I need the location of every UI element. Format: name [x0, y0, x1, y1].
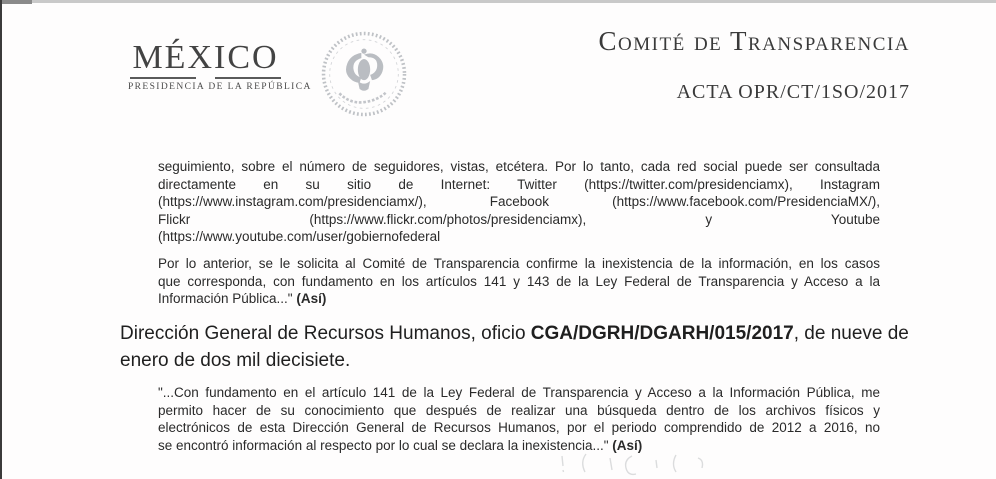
- logo-subtitle-text: PRESIDENCIA DE LA REPÚBLICA: [128, 82, 312, 92]
- scan-top-edge-line: [0, 0, 996, 3]
- acta-number: ACTA OPR/CT/1SO/2017: [676, 81, 910, 103]
- heading-text: , de nueve de: [793, 323, 909, 344]
- scan-ghost-marks: [548, 450, 718, 479]
- logo-divider-lines: [130, 77, 281, 79]
- heading-line-2: enero de dos mil diecisiete.: [120, 350, 351, 371]
- coat-of-arms-seal-icon: [320, 29, 408, 119]
- quote-line: electrónicos de esta Dirección General de Recursos Humanos, por el periodo comprendido de 2012 a 2016, no: [158, 420, 880, 435]
- quote-line: (https://www.instagram.com/presidenciamx/), Facebook (https://www.facebook.com/PresidenciaMX/),: [158, 194, 880, 209]
- scan-left-edge-line: [0, 0, 2, 479]
- quote-line: Por lo anterior, se le solicita al Comité de Transparencia confirme la inexistencia de la información, en los casos: [158, 256, 880, 271]
- quote-last-text: se encontró información al respecto por lo cual se declara la inexistencia...": [158, 437, 613, 453]
- document-header-right: [599, 27, 910, 104]
- quote-last-text: Información Pública...": [158, 291, 297, 306]
- committee-title: Comité de Transparencia: [598, 26, 910, 56]
- logo-brand-text: MÉXICO: [132, 39, 279, 76]
- quote-line: permito hacer de su conocimiento que después de realizar una búsqueda dentro de los archivos físicos y: [158, 402, 880, 418]
- quoted-paragraph-request: [158, 255, 880, 308]
- quote-line: [158, 290, 880, 308]
- quote-line: (https://www.youtube.com/user/gobiernofederal: [158, 229, 441, 244]
- asi-marker: (Así): [296, 291, 327, 306]
- scan-top-edge-dark-segment: [0, 0, 32, 4]
- quote-line: seguimiento, sobre el número de seguidores, vistas, etcétera. Por lo tanto, cada red social puede ser consultada: [158, 159, 880, 174]
- mexico-government-logo: [128, 39, 312, 92]
- quote-line: [158, 437, 880, 455]
- logo-divider-right: [215, 77, 281, 79]
- quote-line: Flickr (https://www.flickr.com/photos/presidenciamx), y Youtube: [158, 211, 880, 227]
- asi-marker: (Así): [612, 437, 643, 453]
- quote-line: "...Con fundamento en el artículo 141 de la Ley Federal de Transparencia y Acceso a la Información Pública, me: [158, 385, 880, 400]
- quote-line: que corresponda, con fundamento en los artículos 141 y 143 de la Ley Federal de Transparencia y Acceso a la: [158, 273, 880, 289]
- quote-line: directamente en su sitio de Internet: Twitter (https://twitter.com/presidenciamx), Instagram: [158, 176, 880, 192]
- section-heading-oficio: [120, 320, 920, 374]
- quoted-paragraph-social-networks: [158, 158, 880, 246]
- heading-text: Dirección General de Recursos Humanos, oficio: [120, 323, 531, 344]
- oficio-number: CGA/DGRH/DGARH/015/2017: [530, 323, 794, 344]
- quoted-paragraph-inexistencia: [158, 384, 880, 454]
- heading-line-1: [120, 320, 920, 347]
- logo-divider-left: [130, 77, 196, 79]
